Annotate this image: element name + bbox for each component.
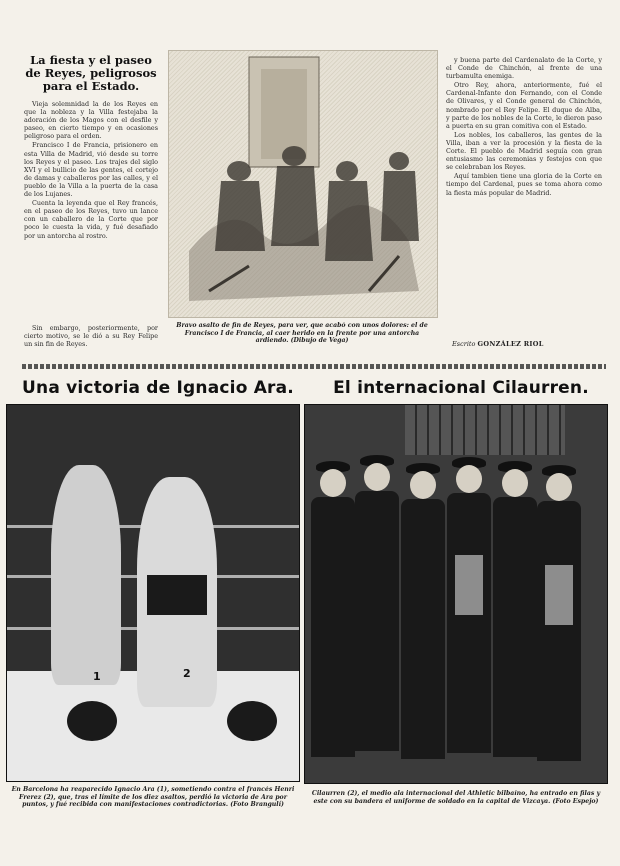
team-caption: Cilaurren (2), el medio ala internacional del Athletic bilbaíno, ha entrado en filas y este con su bandera el uniforme de soldado en la capital de Vizcaya. (Foto Espejo) — [311, 790, 601, 805]
article-paragraph: Aquí tambien tiene una gloria de la Corte en tiempo del Cardenal, pues se toma ahora como la fiesta más popular de Madrid. — [446, 172, 602, 197]
article-paragraph: Cuenta la leyenda que el Rey francés, en el paseo de los Reyes, tuvo un lance con un caballero de la Corte que por poco le cuesta la vida, y fué desafiado por un antorcha al rostro. — [24, 199, 158, 240]
football-headline: El internacional Cilaurren. — [333, 378, 589, 398]
article-title — [22, 54, 160, 93]
team-player — [447, 405, 491, 745]
boxing-caption: En Barcelona ha reaparecido Ignacio Ara (1), sometiendo contra el francés Henri Frerez (2), que, tras el límite de los diez asaltos, perdió la victoria de Ara por puntos, y fué recibida con manifestaciones contradictorias. (Foto Brangulí) — [11, 786, 295, 809]
signature-author: GONZÁLEZ RIOL — [477, 340, 544, 348]
article-paragraph: Otro Rey, ahora, anteriormente, fué el Cardenal-Infante don Fernando, con el Conde de Olivares, y el Conde general de Chinchón, nombrado por el Rey Felipe. El duque de Alba, y parte de los nobles de la Corte, le dieron paso a puerta en su gran comitiva con el Estado. — [446, 81, 602, 130]
team-player — [493, 405, 537, 745]
article-paragraph: Los nobles, los caballeros, las gentes de la Villa, iban a ver la procesión y la fiesta de la Corte. El pueblo de Madrid seguía con gran entusiasmo las ceremonias y festejos con que se celebraban los Reyes. — [446, 130, 602, 172]
illustration-drawing — [169, 51, 437, 317]
article-left-column-end — [24, 324, 158, 358]
team-player — [537, 405, 581, 745]
article-right-column — [446, 56, 602, 332]
article-illustration — [168, 50, 438, 318]
team-player — [311, 405, 355, 745]
ring-corner-block — [67, 701, 117, 741]
ring-corner-block — [227, 701, 277, 741]
article-title-line: de Reyes, peligrosos — [25, 66, 157, 80]
article-paragraph: Francisco I de Francia, prisionero en esta Villa de Madrid, vió desde su torre los Reyes y el paseo. Los trajes del siglo XVI y el bullicio de las gentes, el cortejo de damas y caballeros por las calles, y el pueblo de la Villa a la puerta de la casa de los Lujanes. — [24, 141, 158, 199]
article-title-line: para el Estado. — [42, 79, 140, 93]
signature-prefix: Escrito — [452, 340, 476, 348]
boxing-headline: Una victoria de Ignacio Ara. — [22, 378, 294, 398]
article-paragraph: Sin embargo, posteriormente, por cierto motivo, se le dió a su Rey Felipe un sin fin de Reyes. — [24, 324, 158, 349]
team-photo — [304, 404, 608, 784]
team-player — [401, 405, 445, 745]
boxer-one — [51, 465, 121, 685]
boxer-marker-one: 1 — [93, 670, 101, 683]
article-left-column — [24, 100, 158, 322]
team-player — [355, 405, 399, 745]
boxer-marker-two: 2 — [183, 667, 191, 680]
article-paragraph: y buena parte del Cardenalato de la Corte, y el Conde de Chinchón, al frente de una turbamulta enemiga. — [446, 56, 602, 81]
illustration-caption: Bravo asalto de fin de Reyes, para ver, que acabó con unos dolores: el de Francisco I de Francia, al caer herido en la frente por una antorcha ardiendo. (Dibujo de Vega) — [176, 322, 428, 345]
article-paragraph: Vieja solemnidad la de los Reyes en que la nobleza y la Villa festejaba la adoración de los Magos con el desfile y paseo, en cierto tiempo y en ocasiones peligroso para el orden. — [24, 100, 158, 141]
article-title-line: La fiesta y el paseo — [30, 53, 152, 67]
boxer-trunks — [147, 575, 207, 615]
boxing-photo — [6, 404, 300, 782]
section-divider — [22, 364, 606, 369]
article-signature — [452, 340, 544, 348]
